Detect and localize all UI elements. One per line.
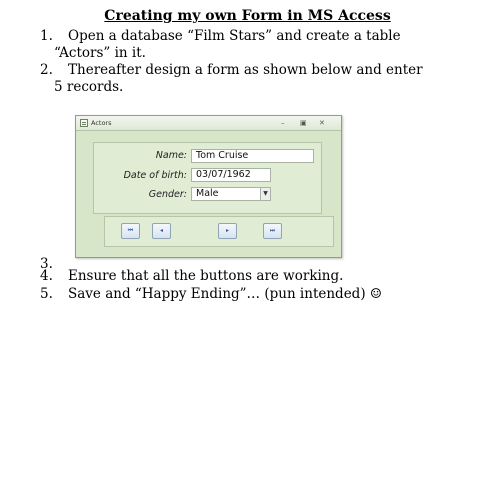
record-details-panel	[93, 142, 322, 214]
gender-label: Gender:	[148, 189, 187, 200]
step-number: 1.	[40, 28, 53, 44]
step-text: Save and “Happy Ending”… (pun intended) ☺	[68, 286, 382, 302]
step-number: 4.	[40, 268, 53, 284]
step-text-continued: “Actors” in it.	[54, 45, 146, 61]
step-4	[40, 268, 343, 285]
name-label: Name:	[155, 150, 187, 161]
step-text: Thereafter design a form as shown below and enter	[68, 62, 423, 78]
actors-form-window	[75, 115, 342, 258]
dropdown-arrow-icon[interactable]: ▼	[260, 188, 270, 200]
step-text-continued: 5 records.	[54, 79, 124, 95]
form-title-bar	[76, 116, 341, 131]
gender-value: Male	[196, 188, 219, 199]
navigation-panel	[104, 216, 334, 247]
step-number: 5.	[40, 286, 53, 302]
restore-icon[interactable]: ▣	[300, 119, 307, 127]
date-of-birth-label: Date of birth:	[123, 170, 187, 181]
step-2-continued	[54, 79, 123, 96]
step-2	[40, 62, 423, 79]
minimize-icon[interactable]: –	[281, 119, 285, 127]
gender-combo[interactable]	[191, 187, 271, 201]
step-number: 3.	[40, 256, 53, 272]
step-text: Ensure that all the buttons are working.	[68, 268, 344, 284]
date-of-birth-field[interactable]: 03/07/1962	[191, 168, 271, 182]
previous-record-button[interactable]: ◂	[152, 223, 171, 239]
document-title: Creating my own Form in MS Access	[104, 8, 391, 24]
form-icon	[80, 119, 88, 127]
step-5	[40, 286, 382, 303]
step-number: 2.	[40, 62, 53, 78]
step-text: Open a database “Film Stars” and create a table	[68, 28, 401, 44]
name-field[interactable]: Tom Cruise	[191, 149, 314, 163]
first-record-button[interactable]: ⏮	[121, 223, 140, 239]
last-record-button[interactable]: ⏭	[263, 223, 282, 239]
close-icon[interactable]: ✕	[319, 119, 325, 127]
form-window-title: Actors	[91, 119, 112, 127]
step-1	[40, 28, 401, 45]
step-1-continued	[54, 45, 146, 62]
next-record-button[interactable]: ▸	[218, 223, 237, 239]
